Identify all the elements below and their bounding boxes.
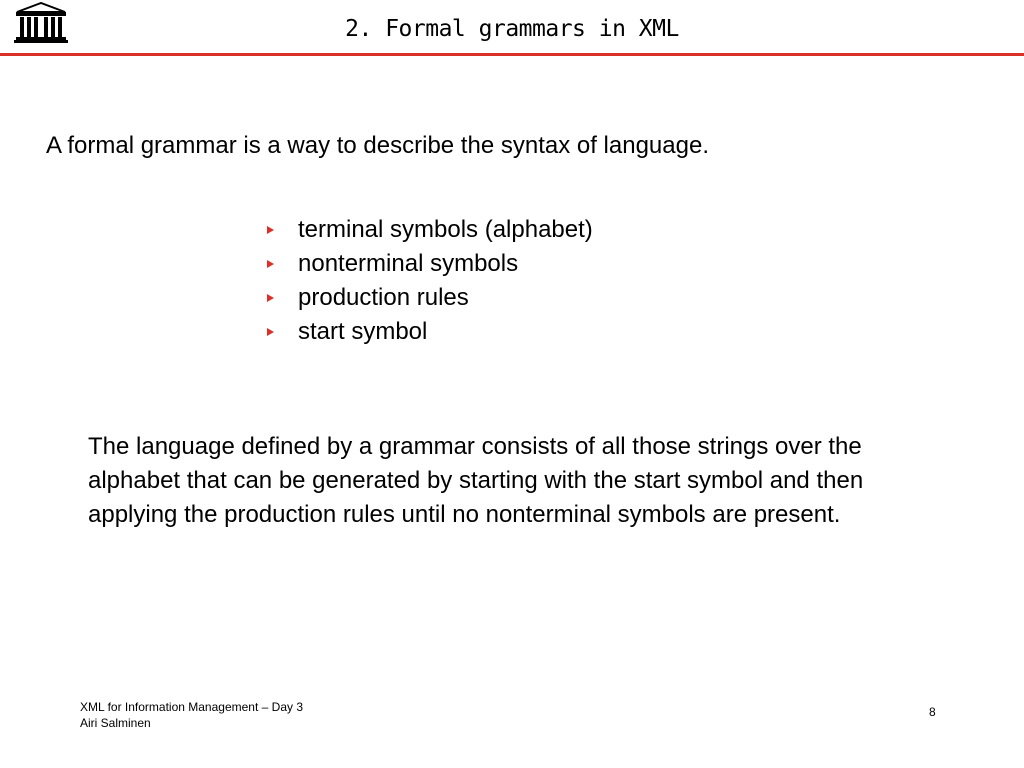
bullet-text: nonterminal symbols [298,250,519,277]
bullet-item [262,247,593,281]
definition-paragraph: The language defined by a grammar consists of all those strings over the alphabet that can be generated by starting with the start symbol and then applying the production rules until no nonterminal symbols are present. [88,433,864,528]
bullet-text: start symbol [298,318,428,345]
triangle-bullet-icon [267,260,274,268]
footer-author: Airi Salminen [80,716,151,730]
footer-course: XML for Information Management – Day 3 [80,700,303,714]
bullet-text: production rules [298,284,469,311]
bullet-item [262,315,593,349]
slide-title: 2. Formal grammars in XML [345,16,679,42]
triangle-bullet-icon [267,328,274,336]
triangle-bullet-icon [267,226,274,234]
page-number: 8 [929,705,936,719]
bullet-item [262,281,593,315]
bullet-text: terminal symbols (alphabet) [298,216,593,243]
triangle-bullet-icon [267,294,274,302]
bullet-item [262,213,593,247]
footer-credits [80,699,303,731]
title-divider [0,53,1024,56]
intro-text: A formal grammar is a way to describe the syntax of language. [46,132,709,159]
bullet-list [262,213,593,349]
